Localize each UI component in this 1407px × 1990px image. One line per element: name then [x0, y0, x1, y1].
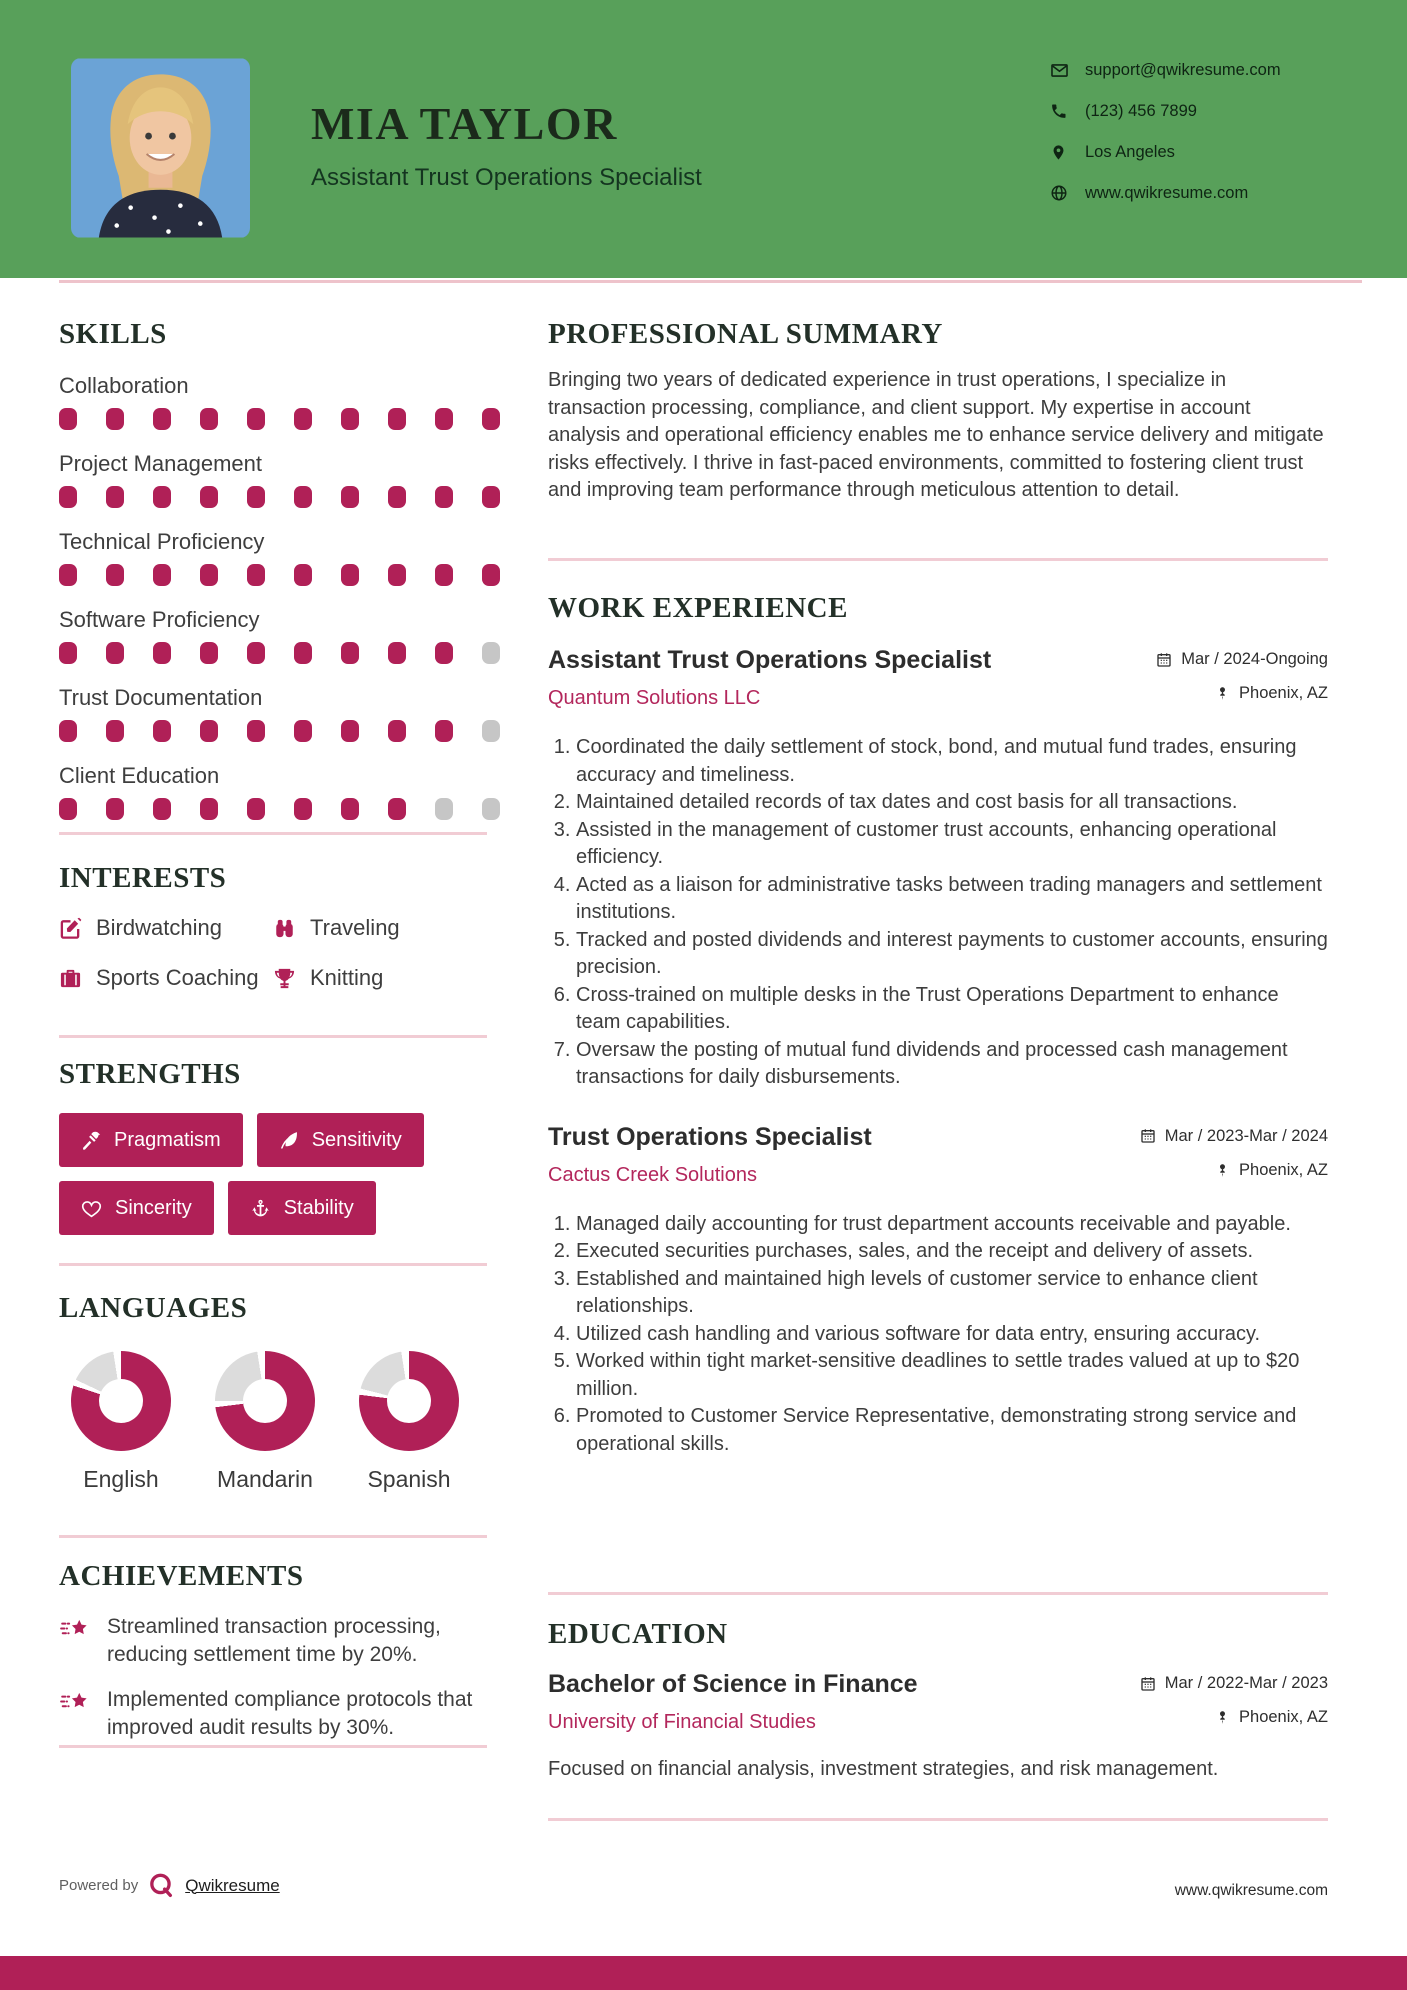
- dot-filled: [388, 798, 406, 820]
- dot-filled: [294, 486, 312, 508]
- dot-filled: [247, 642, 265, 664]
- interest-item: [59, 915, 273, 941]
- achievements-section: [59, 1560, 487, 1759]
- dot-filled: [153, 798, 171, 820]
- language-item: [203, 1351, 327, 1493]
- job-location-row: [1156, 684, 1328, 703]
- footer-branding: [59, 1872, 280, 1899]
- strength-label: Stability: [283, 1196, 354, 1219]
- dot-filled: [59, 408, 77, 430]
- achievement-item: [59, 1686, 487, 1742]
- contact-item: [1050, 58, 1281, 82]
- location-icon: [1050, 143, 1069, 162]
- dot-filled: [106, 642, 124, 664]
- interest-label: Birdwatching: [96, 915, 222, 940]
- dot-filled: [247, 798, 265, 820]
- dot-filled: [153, 486, 171, 508]
- dot-filled: [106, 798, 124, 820]
- dot-filled: [200, 720, 218, 742]
- education-school: University of Financial Studies: [548, 1711, 816, 1733]
- dot-filled: [341, 798, 359, 820]
- dot-filled: [388, 486, 406, 508]
- dot-filled: [247, 486, 265, 508]
- hammer-icon: [81, 1130, 101, 1150]
- interest-item: [273, 915, 487, 941]
- skill-label: Collaboration: [59, 373, 189, 398]
- pushpin-icon: [1215, 1163, 1230, 1178]
- section-divider: [59, 1535, 487, 1538]
- powered-by-label: Powered by: [59, 1877, 139, 1894]
- job-bullet: 2. Maintained detailed records of tax dates and cost basis for all transactions.: [576, 789, 1328, 817]
- achievements-heading: ACHIEVEMENTS: [59, 1560, 304, 1592]
- person-job-title: Assistant Trust Operations Specialist: [311, 164, 702, 192]
- achievement-text: Implemented compliance protocols that improved audit results by 30%.: [107, 1688, 473, 1739]
- briefcase-icon: [59, 967, 82, 990]
- strengths-heading: STRENGTHS: [59, 1058, 241, 1090]
- section-divider: [548, 558, 1328, 561]
- skills-section: [59, 318, 487, 841]
- interest-item: [273, 965, 487, 991]
- job-company: Quantum Solutions LLC: [548, 687, 761, 709]
- contact-text: www.qwikresume.com: [1085, 183, 1249, 202]
- dot-empty: [482, 642, 500, 664]
- contact-item: [1050, 181, 1281, 205]
- shooting-star-icon: [59, 1686, 93, 1742]
- job-bullet-list: [548, 734, 1328, 1092]
- contact-item: [1050, 99, 1281, 123]
- achievements-list: [59, 1613, 487, 1742]
- anchor-icon: [250, 1198, 271, 1219]
- dot-empty: [435, 798, 453, 820]
- dot-filled: [153, 564, 171, 586]
- education-section: [548, 1618, 1328, 1784]
- dot-filled: [59, 642, 77, 664]
- skills-list: [59, 373, 487, 820]
- dot-filled: [482, 564, 500, 586]
- dot-filled: [341, 564, 359, 586]
- shooting-star-icon: [59, 1613, 93, 1669]
- skill-label: Client Education: [59, 763, 220, 788]
- dot-filled: [59, 798, 77, 820]
- trophy-icon: [273, 967, 296, 990]
- education-heading: EDUCATION: [548, 1618, 728, 1650]
- dot-filled: [294, 408, 312, 430]
- job-bullet: 5. Worked within tight market-sensitive deadlines to settle trades valued at up to $20 million.: [576, 1348, 1328, 1403]
- jobs-list: [548, 645, 1328, 1458]
- strength-badge: [228, 1181, 376, 1235]
- job-bullet: 1. Coordinated the daily settlement of stock, bond, and mutual fund trades, ensuring accuracy and timeliness.: [576, 734, 1328, 789]
- interests-heading: INTERESTS: [59, 862, 227, 894]
- language-level-donut: [359, 1351, 459, 1451]
- skill-label: Software Proficiency: [59, 607, 260, 632]
- job-header: [548, 645, 1328, 718]
- dot-filled: [341, 720, 359, 742]
- interest-label: Knitting: [310, 965, 384, 990]
- skill-rating-dots: [59, 408, 500, 430]
- dot-filled: [435, 486, 453, 508]
- identity-block: [311, 100, 702, 192]
- language-item: [347, 1351, 471, 1493]
- education-location: Phoenix, AZ: [1239, 1708, 1328, 1726]
- section-divider: [548, 1818, 1328, 1821]
- dot-filled: [200, 408, 218, 430]
- calendar-icon: [1140, 1128, 1156, 1144]
- job-bullet: 6. Promoted to Customer Service Representative, demonstrating strong service and operational skills.: [576, 1403, 1328, 1458]
- dot-filled: [200, 642, 218, 664]
- section-divider: [548, 1592, 1328, 1595]
- calendar-icon: [1156, 652, 1172, 668]
- work-heading: WORK EXPERIENCE: [548, 592, 848, 624]
- summary-section: [548, 318, 1328, 505]
- contact-text: Los Angeles: [1085, 142, 1175, 161]
- job-bullet: 3. Assisted in the management of customer trust accounts, enhancing operational efficiency.: [576, 817, 1328, 872]
- language-label: Spanish: [367, 1466, 451, 1492]
- profile-photo: [71, 58, 250, 238]
- person-name: MIA TAYLOR: [311, 98, 618, 149]
- interests-grid: [59, 915, 487, 991]
- strength-label: Sincerity: [115, 1196, 192, 1219]
- header-divider: [59, 280, 1362, 283]
- dot-filled: [294, 720, 312, 742]
- skill-row: [59, 607, 487, 664]
- work-experience-section: [548, 592, 1328, 1458]
- dot-filled: [106, 720, 124, 742]
- skill-row: [59, 373, 487, 430]
- skill-label: Project Management: [59, 451, 262, 476]
- dot-filled: [153, 642, 171, 664]
- language-level-donut: [215, 1351, 315, 1451]
- job-date: Mar / 2023-Mar / 2024: [1164, 1126, 1328, 1145]
- achievement-item: [59, 1613, 487, 1669]
- dot-filled: [106, 486, 124, 508]
- footer-site-url: www.qwikresume.com: [1174, 1882, 1328, 1899]
- binoculars-icon: [273, 917, 296, 940]
- interests-section: [59, 862, 487, 991]
- skill-rating-dots: [59, 798, 500, 820]
- contact-text: (123) 456 7899: [1085, 101, 1197, 120]
- profile-photo-illustration: [71, 58, 250, 238]
- pushpin-icon: [1215, 1710, 1230, 1725]
- contact-text: support@qwikresume.com: [1085, 60, 1281, 79]
- dot-filled: [341, 642, 359, 664]
- job-bullet: 1. Managed daily accounting for trust department accounts receivable and payable.: [576, 1211, 1328, 1239]
- summary-text: Bringing two years of dedicated experience in trust operations, I specialize in transaction processing, compliance, and client support. My expertise in account analysis and operational efficiency enables me to enhance service delivery and mitigate risks effectively. I thrive in fast-paced environments, committed to fostering client trust and improving team performance through meticulous attention to detail.: [548, 369, 1324, 501]
- job-bullet: 4. Acted as a liaison for administrative tasks between trading managers and settlement institutions.: [576, 872, 1328, 927]
- education-date: Mar / 2022-Mar / 2023: [1164, 1674, 1328, 1692]
- section-divider: [59, 1745, 487, 1748]
- strength-label: Sensitivity: [311, 1128, 402, 1151]
- dot-filled: [247, 564, 265, 586]
- dot-filled: [482, 408, 500, 430]
- job-meta: [1140, 1122, 1328, 1195]
- languages-row: [59, 1351, 487, 1493]
- dot-filled: [247, 720, 265, 742]
- dot-filled: [341, 408, 359, 430]
- dot-filled: [341, 486, 359, 508]
- skill-label: Trust Documentation: [59, 685, 263, 710]
- dot-filled: [106, 408, 124, 430]
- job-bullet: 3. Established and maintained high levels of customer service to enhance client relationships.: [576, 1266, 1328, 1321]
- job-title: Trust Operations Specialist: [548, 1122, 872, 1151]
- education-location-row: [1140, 1708, 1328, 1727]
- dot-empty: [482, 798, 500, 820]
- strengths-section: [59, 1058, 487, 1235]
- dot-filled: [435, 642, 453, 664]
- pencil-square-icon: [59, 917, 82, 940]
- education-degree: Bachelor of Science in Finance: [548, 1670, 918, 1698]
- education-header: [548, 1669, 1328, 1742]
- education-date-row: [1140, 1674, 1328, 1693]
- job-bullet: 5. Tracked and posted dividends and interest payments to customer accounts, ensuring precision.: [576, 927, 1328, 982]
- dot-filled: [482, 486, 500, 508]
- strength-badge: [257, 1113, 424, 1167]
- language-item: [59, 1351, 183, 1493]
- job-entry: [548, 1122, 1328, 1459]
- calendar-icon: [1140, 1676, 1156, 1692]
- language-label: Mandarin: [217, 1466, 313, 1492]
- skill-row: [59, 685, 487, 742]
- dot-filled: [294, 798, 312, 820]
- dot-filled: [153, 720, 171, 742]
- skill-rating-dots: [59, 564, 500, 586]
- globe-icon: [1050, 184, 1069, 203]
- dot-filled: [59, 564, 77, 586]
- skill-rating-dots: [59, 720, 500, 742]
- section-divider: [59, 1263, 487, 1266]
- language-label: English: [83, 1466, 159, 1492]
- dot-filled: [294, 642, 312, 664]
- education-note: Focused on financial analysis, investment strategies, and risk management.: [548, 1758, 1219, 1780]
- skill-rating-dots: [59, 642, 500, 664]
- job-header: [548, 1122, 1328, 1195]
- skills-heading: SKILLS: [59, 318, 167, 350]
- dot-filled: [200, 798, 218, 820]
- leaf-icon: [279, 1130, 299, 1150]
- dot-filled: [435, 408, 453, 430]
- dot-filled: [59, 720, 77, 742]
- dot-filled: [388, 564, 406, 586]
- language-level-donut: [71, 1351, 171, 1451]
- dot-filled: [435, 564, 453, 586]
- job-bullet: 7. Oversaw the posting of mutual fund dividends and processed cash management transactions for daily disbursements.: [576, 1037, 1328, 1092]
- dot-filled: [247, 408, 265, 430]
- job-location: Phoenix, AZ: [1239, 684, 1328, 702]
- job-title-block: [548, 645, 991, 718]
- pushpin-icon: [1215, 686, 1230, 701]
- job-date-row: [1140, 1127, 1328, 1146]
- summary-heading: PROFESSIONAL SUMMARY: [548, 318, 943, 350]
- dot-filled: [388, 720, 406, 742]
- dot-filled: [435, 720, 453, 742]
- interest-item: [59, 965, 273, 991]
- education-title-block: [548, 1669, 918, 1742]
- qwikresume-logo-icon: [148, 1872, 175, 1899]
- email-icon: [1050, 61, 1069, 80]
- job-location: Phoenix, AZ: [1239, 1160, 1328, 1179]
- job-date-row: [1156, 650, 1328, 669]
- dot-filled: [388, 408, 406, 430]
- job-company: Cactus Creek Solutions: [548, 1163, 757, 1186]
- job-title: Assistant Trust Operations Specialist: [548, 646, 992, 674]
- heart-icon: [81, 1198, 102, 1219]
- dot-filled: [200, 486, 218, 508]
- strength-badge: [59, 1113, 243, 1167]
- job-bullet: 2. Executed securities purchases, sales, and the receipt and delivery of assets.: [576, 1238, 1328, 1266]
- skill-rating-dots: [59, 486, 500, 508]
- job-date: Mar / 2024-Ongoing: [1181, 650, 1328, 668]
- languages-section: [59, 1292, 487, 1493]
- strength-badges: [59, 1113, 499, 1235]
- dot-filled: [294, 564, 312, 586]
- qwikresume-link[interactable]: Qwikresume: [185, 1875, 280, 1895]
- achievement-text: Streamlined transaction processing, reducing settlement time by 20%.: [107, 1615, 441, 1666]
- skill-row: [59, 451, 487, 508]
- dot-filled: [388, 642, 406, 664]
- contact-list: [1050, 58, 1281, 222]
- footer-accent-bar: [0, 1956, 1407, 1990]
- skill-row: [59, 763, 487, 820]
- dot-filled: [200, 564, 218, 586]
- section-divider: [59, 832, 487, 835]
- strength-badge: [59, 1181, 214, 1235]
- contact-item: [1050, 140, 1281, 164]
- job-meta: [1156, 645, 1328, 718]
- job-location-row: [1140, 1161, 1328, 1180]
- interest-label: Traveling: [310, 915, 400, 940]
- job-bullet-list: [548, 1211, 1328, 1459]
- section-divider: [59, 1035, 487, 1038]
- dot-filled: [106, 564, 124, 586]
- header-banner: [0, 0, 1407, 278]
- strength-label: Pragmatism: [114, 1128, 221, 1151]
- job-bullet: 6. Cross-trained on multiple desks in the Trust Operations Department to enhance team capabilities.: [576, 982, 1328, 1037]
- phone-icon: [1050, 102, 1069, 121]
- skill-row: [59, 529, 487, 586]
- job-bullet: 4. Utilized cash handling and various software for data entry, ensuring accuracy.: [576, 1321, 1328, 1349]
- dot-filled: [59, 486, 77, 508]
- skill-label: Technical Proficiency: [59, 529, 265, 554]
- job-title-block: [548, 1122, 872, 1195]
- languages-heading: LANGUAGES: [59, 1292, 248, 1324]
- interest-label: Sports Coaching: [96, 965, 259, 990]
- job-entry: [548, 645, 1328, 1092]
- dot-filled: [153, 408, 171, 430]
- education-meta: [1140, 1669, 1328, 1742]
- dot-empty: [482, 720, 500, 742]
